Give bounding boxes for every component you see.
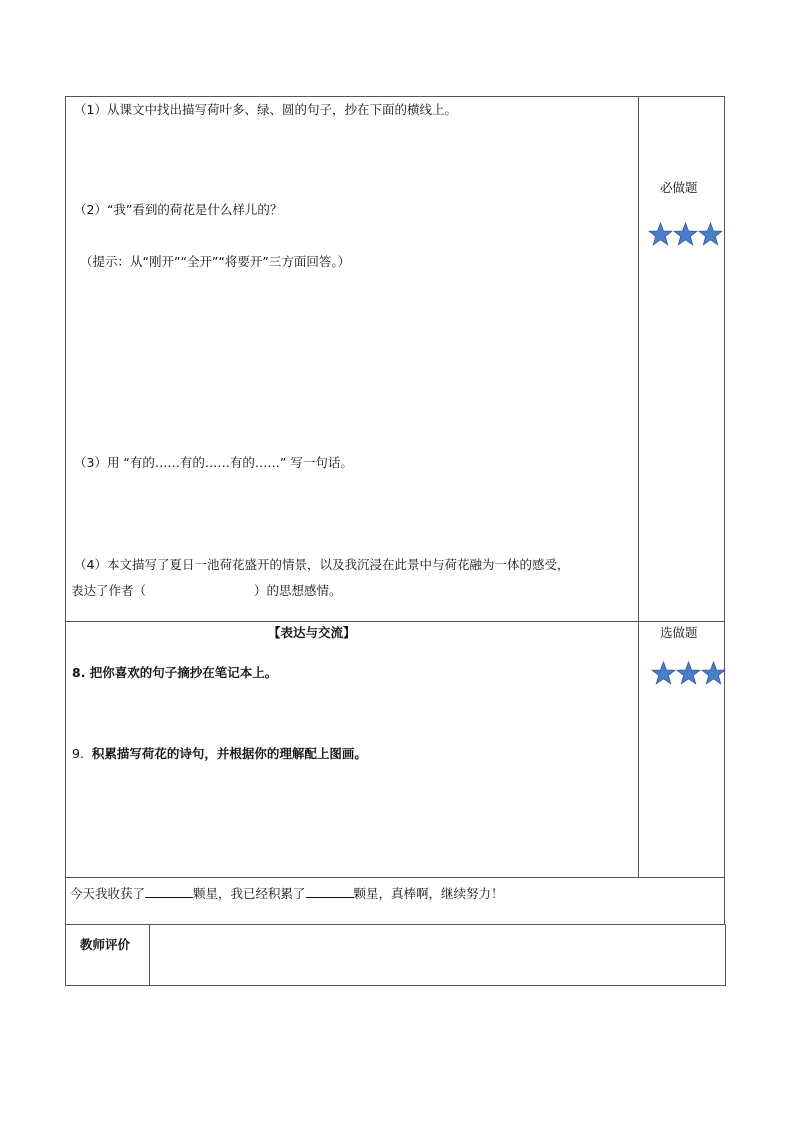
summary-line bbox=[70, 884, 504, 902]
table-left-border bbox=[65, 96, 66, 986]
table-column-divider bbox=[638, 96, 639, 877]
row-divider-2 bbox=[65, 877, 725, 878]
teacher-evaluation-field[interactable] bbox=[151, 926, 723, 984]
required-label: 必做题 bbox=[660, 180, 698, 195]
star-icon bbox=[698, 222, 723, 246]
summary-part-3: 颗星，真棒啊，继续努力！ bbox=[353, 886, 504, 901]
teacher-right-border bbox=[725, 924, 726, 986]
question-4-line-2 bbox=[71, 583, 342, 599]
question-4-suffix: ）的思想感情。 bbox=[254, 583, 342, 598]
question-8: 8. 把你喜欢的句子摘抄在笔记本上。 bbox=[72, 665, 278, 680]
section-title: 【表达与交流】 bbox=[268, 625, 356, 640]
teacher-evaluation-label: 教师评价 bbox=[80, 937, 131, 952]
row-divider-3 bbox=[65, 924, 726, 925]
question-9-number: 9. bbox=[72, 746, 84, 761]
question-2: （2）“我”看到的荷花是什么样儿的？ bbox=[74, 202, 283, 217]
star-icon bbox=[676, 661, 701, 685]
star-icon bbox=[648, 222, 673, 246]
stars-total-blank[interactable] bbox=[306, 884, 354, 898]
table-bottom-border bbox=[65, 985, 726, 986]
question-9-text: 积累描写荷花的诗句，并根据你的理解配上图画。 bbox=[91, 746, 367, 761]
stars-earned-blank[interactable] bbox=[145, 884, 193, 898]
optional-stars bbox=[651, 661, 726, 685]
question-4-prefix: 表达了作者（ bbox=[71, 583, 147, 598]
required-stars bbox=[648, 222, 723, 246]
question-2-hint: （提示：从“刚开”“全开”“将要开”三方面回答。） bbox=[80, 254, 351, 269]
row-divider-1 bbox=[65, 621, 725, 622]
table-top-border bbox=[65, 96, 725, 97]
question-3: （3）用 “有的……有的……有的……” 写一句话。 bbox=[74, 455, 353, 470]
summary-part-2: 颗星，我已经积累了 bbox=[193, 886, 306, 901]
table-right-border bbox=[724, 96, 725, 924]
optional-label: 选做题 bbox=[660, 625, 698, 640]
star-icon bbox=[701, 661, 726, 685]
teacher-cell-divider bbox=[149, 924, 150, 986]
question-9 bbox=[72, 746, 367, 762]
summary-part-1: 今天我收获了 bbox=[70, 886, 146, 901]
question-1: （1）从课文中找出描写荷叶多、绿、圆的句子，抄在下面的横线上。 bbox=[74, 102, 457, 117]
star-icon bbox=[651, 661, 676, 685]
question-4-line-1: （4）本文描写了夏日一池荷花盛开的情景，以及我沉浸在此景中与荷花融为一体的感受， bbox=[74, 557, 570, 572]
star-icon bbox=[673, 222, 698, 246]
